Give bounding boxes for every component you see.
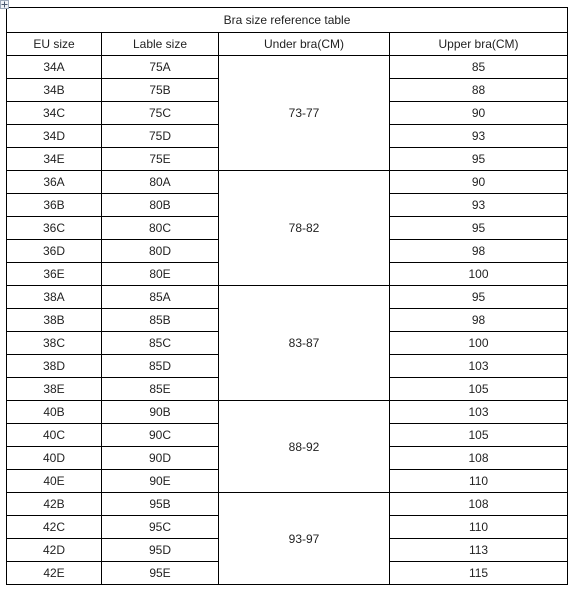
- upper-bra-cell: 100: [390, 332, 568, 355]
- upper-bra-cell: 95: [390, 217, 568, 240]
- upper-bra-cell: 105: [390, 424, 568, 447]
- eu-size-cell: 38D: [7, 355, 102, 378]
- label-size-cell: 85B: [102, 309, 219, 332]
- table-row: [7, 286, 568, 309]
- upper-bra-cell: 105: [390, 378, 568, 401]
- label-size-cell: 90B: [102, 401, 219, 424]
- eu-size-cell: 36D: [7, 240, 102, 263]
- upper-bra-cell: 100: [390, 263, 568, 286]
- label-size-cell: 95C: [102, 516, 219, 539]
- label-size-cell: 80E: [102, 263, 219, 286]
- under-bra-range-cell: 88-92: [219, 401, 390, 493]
- under-bra-range-cell: 93-97: [219, 493, 390, 585]
- eu-size-cell: 38A: [7, 286, 102, 309]
- header-label-size: Lable size: [102, 33, 219, 56]
- eu-size-cell: 40B: [7, 401, 102, 424]
- eu-size-cell: 40E: [7, 470, 102, 493]
- eu-size-cell: 38C: [7, 332, 102, 355]
- table-row: [7, 171, 568, 194]
- header-upper-bra: Upper bra(CM): [390, 33, 568, 56]
- upper-bra-cell: 85: [390, 56, 568, 79]
- label-size-cell: 80A: [102, 171, 219, 194]
- label-size-cell: 90C: [102, 424, 219, 447]
- bra-size-table: [6, 7, 568, 585]
- eu-size-cell: 34C: [7, 102, 102, 125]
- table-row: [7, 493, 568, 516]
- label-size-cell: 90E: [102, 470, 219, 493]
- label-size-cell: 75C: [102, 102, 219, 125]
- upper-bra-cell: 88: [390, 79, 568, 102]
- eu-size-cell: 42C: [7, 516, 102, 539]
- upper-bra-cell: 90: [390, 102, 568, 125]
- label-size-cell: 75D: [102, 125, 219, 148]
- under-bra-range-cell: 83-87: [219, 286, 390, 401]
- under-bra-range-cell: 73-77: [219, 56, 390, 171]
- label-size-cell: 85C: [102, 332, 219, 355]
- upper-bra-cell: 108: [390, 493, 568, 516]
- eu-size-cell: 34D: [7, 125, 102, 148]
- eu-size-cell: 34A: [7, 56, 102, 79]
- upper-bra-cell: 113: [390, 539, 568, 562]
- eu-size-cell: 34E: [7, 148, 102, 171]
- table-body: [7, 8, 568, 585]
- label-size-cell: 90D: [102, 447, 219, 470]
- table-move-handle-icon[interactable]: [0, 0, 9, 9]
- table-title: Bra size reference table: [7, 8, 568, 33]
- upper-bra-cell: 95: [390, 148, 568, 171]
- label-size-cell: 75B: [102, 79, 219, 102]
- upper-bra-cell: 103: [390, 355, 568, 378]
- upper-bra-cell: 95: [390, 286, 568, 309]
- eu-size-cell: 40C: [7, 424, 102, 447]
- upper-bra-cell: 115: [390, 562, 568, 585]
- label-size-cell: 80C: [102, 217, 219, 240]
- eu-size-cell: 36A: [7, 171, 102, 194]
- move-arrows-icon: [1, 1, 8, 8]
- label-size-cell: 80D: [102, 240, 219, 263]
- upper-bra-cell: 98: [390, 240, 568, 263]
- eu-size-cell: 36C: [7, 217, 102, 240]
- upper-bra-cell: 90: [390, 171, 568, 194]
- label-size-cell: 85E: [102, 378, 219, 401]
- label-size-cell: 85A: [102, 286, 219, 309]
- upper-bra-cell: 93: [390, 194, 568, 217]
- eu-size-cell: 42D: [7, 539, 102, 562]
- eu-size-cell: 38B: [7, 309, 102, 332]
- eu-size-cell: 38E: [7, 378, 102, 401]
- table-row: [7, 401, 568, 424]
- upper-bra-cell: 103: [390, 401, 568, 424]
- under-bra-range-cell: 78-82: [219, 171, 390, 286]
- eu-size-cell: 42B: [7, 493, 102, 516]
- label-size-cell: 80B: [102, 194, 219, 217]
- label-size-cell: 95B: [102, 493, 219, 516]
- eu-size-cell: 42E: [7, 562, 102, 585]
- label-size-cell: 95D: [102, 539, 219, 562]
- label-size-cell: 75E: [102, 148, 219, 171]
- label-size-cell: 85D: [102, 355, 219, 378]
- upper-bra-cell: 98: [390, 309, 568, 332]
- upper-bra-cell: 108: [390, 447, 568, 470]
- eu-size-cell: 36B: [7, 194, 102, 217]
- header-under-bra: Under bra(CM): [219, 33, 390, 56]
- eu-size-cell: 34B: [7, 79, 102, 102]
- header-row: [7, 33, 568, 56]
- eu-size-cell: 36E: [7, 263, 102, 286]
- upper-bra-cell: 110: [390, 516, 568, 539]
- label-size-cell: 75A: [102, 56, 219, 79]
- label-size-cell: 95E: [102, 562, 219, 585]
- upper-bra-cell: 110: [390, 470, 568, 493]
- eu-size-cell: 40D: [7, 447, 102, 470]
- upper-bra-cell: 93: [390, 125, 568, 148]
- table-row: [7, 56, 568, 79]
- title-row: [7, 8, 568, 33]
- header-eu-size: EU size: [7, 33, 102, 56]
